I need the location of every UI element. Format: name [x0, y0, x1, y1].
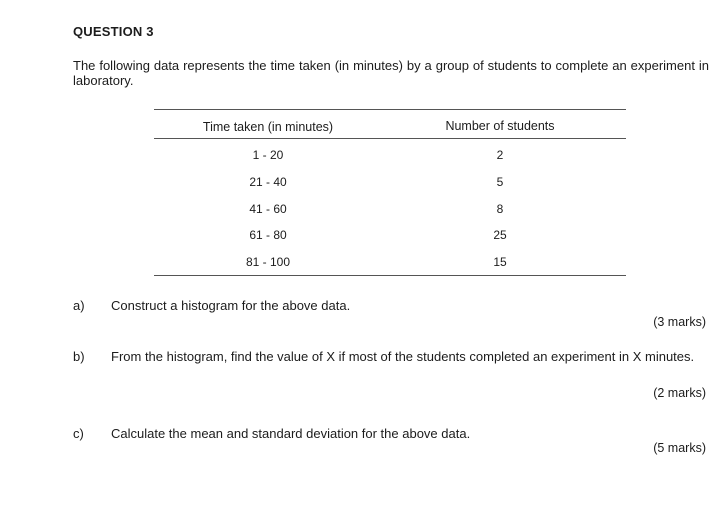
question-intro: The following data represents the time taken (in minutes) by a group of students to complete an experiment in laboratory. [73, 58, 709, 88]
table-top-rule [154, 109, 626, 110]
part-c-label: c) [73, 426, 84, 441]
table-cell-students: 5 [496, 175, 504, 189]
table-header-rule [154, 138, 626, 139]
part-b-text: From the histogram, find the value of X if most of the students completed an experiment in X minutes. [111, 349, 695, 364]
part-a-text: Construct a histogram for the above data. [111, 298, 351, 313]
question-title: QUESTION 3 [73, 24, 154, 39]
table-cell-time: 41 - 60 [249, 202, 287, 216]
table-cell-students: 25 [493, 228, 507, 242]
table-cell-time: 1 - 20 [252, 148, 284, 162]
table-cell-time: 81 - 100 [245, 255, 291, 269]
part-c-marks: (5 marks) [653, 441, 706, 455]
part-a-label: a) [73, 298, 85, 313]
table-bottom-rule [154, 275, 626, 276]
header-number-of-students: Number of students [445, 119, 555, 133]
table-cell-students: 8 [496, 202, 504, 216]
part-a-marks: (3 marks) [653, 315, 706, 329]
header-time-taken: Time taken (in minutes) [202, 120, 334, 134]
table-cell-time: 61 - 80 [249, 228, 287, 242]
part-b-label: b) [73, 349, 85, 364]
table-cell-students: 2 [496, 148, 504, 162]
part-c-text: Calculate the mean and standard deviation for the above data. [111, 426, 471, 441]
part-b-marks: (2 marks) [653, 386, 706, 400]
table-cell-students: 15 [493, 255, 507, 269]
table-cell-time: 21 - 40 [249, 175, 287, 189]
